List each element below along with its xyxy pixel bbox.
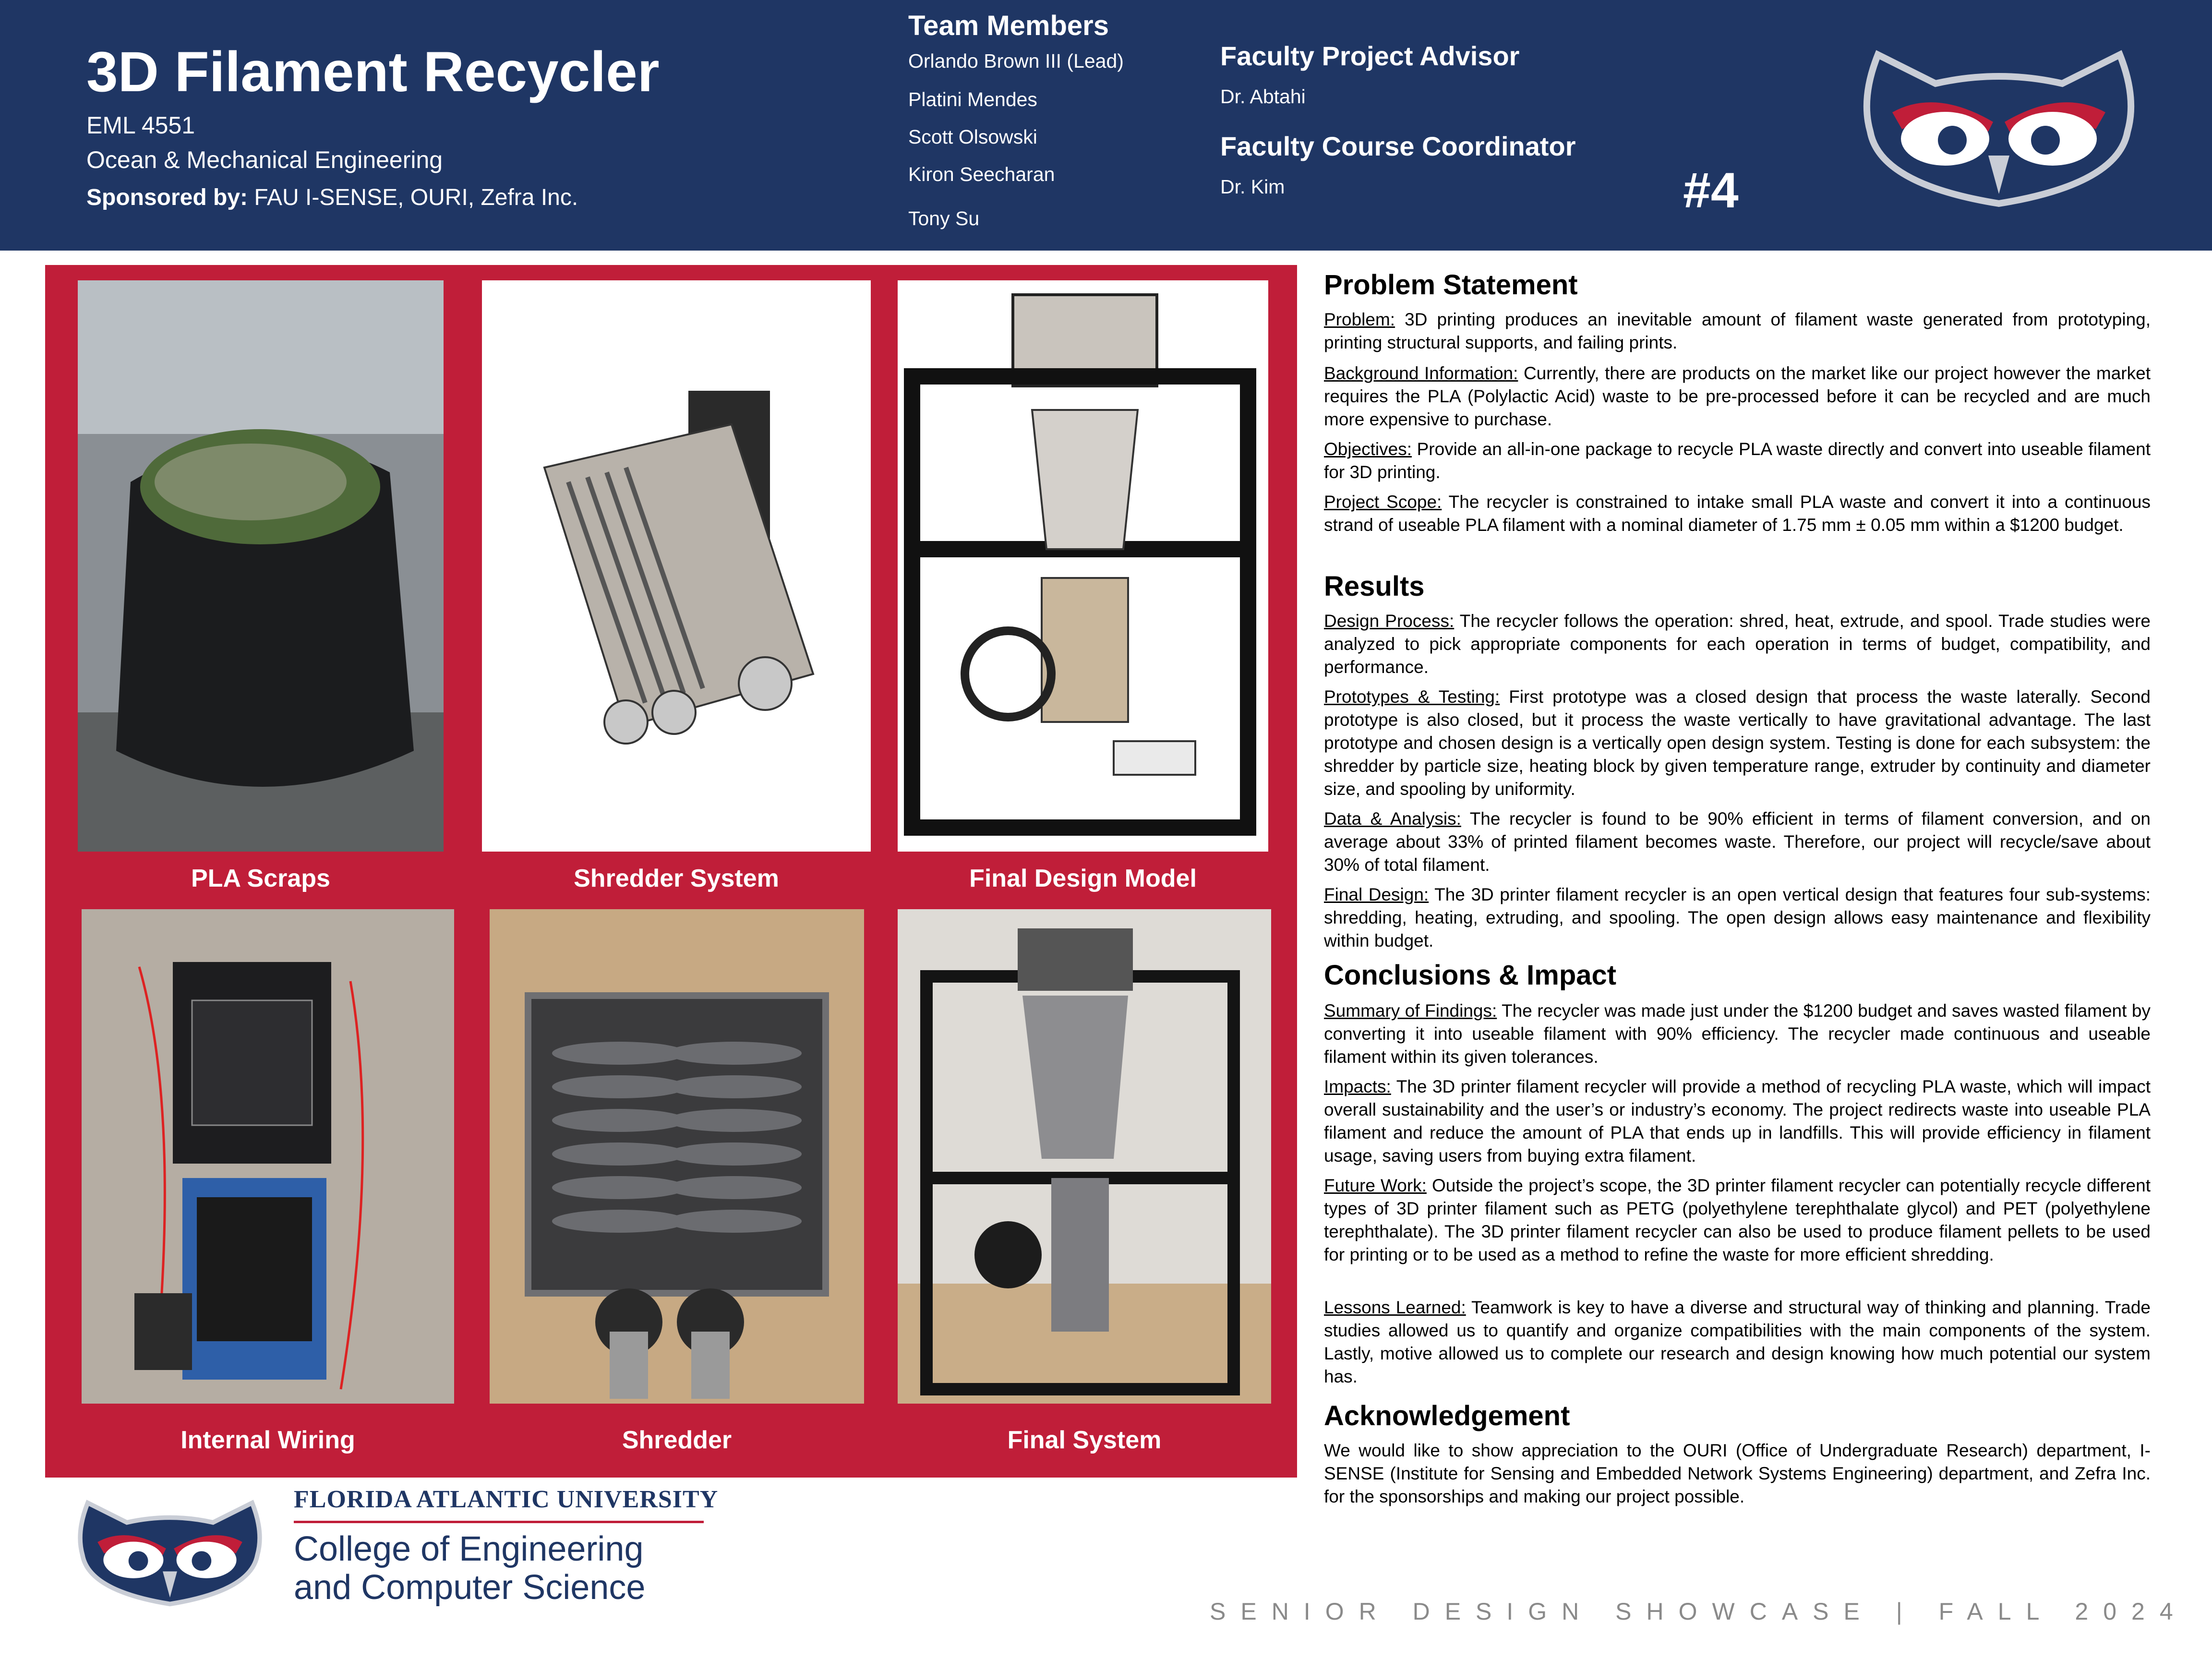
para-label: Summary of Findings: bbox=[1324, 1001, 1497, 1021]
photo-shredder-system bbox=[482, 280, 871, 852]
advisor-heading: Faculty Project Advisor bbox=[1220, 41, 1520, 71]
para-label: Lessons Learned: bbox=[1324, 1298, 1466, 1317]
team-member: Orlando Brown III (Lead) bbox=[908, 50, 1124, 72]
problem-heading: Problem Statement bbox=[1324, 269, 1578, 301]
caption-internal-wiring: Internal Wiring bbox=[180, 1426, 355, 1454]
course-code: EML 4551 bbox=[86, 112, 195, 139]
para-label: Problem: bbox=[1324, 310, 1395, 329]
caption-final-design-model: Final Design Model bbox=[969, 865, 1197, 892]
problem-paragraph bbox=[1324, 308, 2151, 354]
para-text: Outside the project’s scope, the 3D printer filament recycler can potentially recycle different types of 3D printer filament such as PETG (polyethylene terephthalate glycol) and PET (polyethylene terephthalate). The 3D printer filament recycler can also be used to produce filament pellets to be used for printing or to be used as a method to refine the waste for more efficient shredding. bbox=[1324, 1176, 2151, 1264]
coordinator-name: Dr. Kim bbox=[1220, 176, 1285, 198]
results-heading: Results bbox=[1324, 571, 1425, 602]
prototypes-paragraph bbox=[1324, 685, 2151, 801]
photo-final-design-model bbox=[898, 280, 1268, 852]
impacts-paragraph bbox=[1324, 1075, 2151, 1167]
scope-paragraph bbox=[1324, 491, 2151, 537]
team-member: Scott Olsowski bbox=[908, 126, 1037, 148]
para-label: Impacts: bbox=[1324, 1077, 1391, 1096]
college-name-line1: College of Engineering bbox=[294, 1530, 644, 1568]
para-label: Background Information: bbox=[1324, 363, 1518, 383]
para-label: Final Design: bbox=[1324, 885, 1429, 904]
team-member: Tony Su bbox=[908, 207, 980, 229]
team-heading: Team Members bbox=[908, 10, 1109, 41]
para-label: Prototypes & Testing: bbox=[1324, 687, 1500, 707]
university-name: FLORIDA ATLANTIC UNIVERSITY bbox=[294, 1486, 719, 1513]
para-text: The recycler is constrained to intake small PLA waste and convert it into a continuous strand of useable PLA filament with a nominal diameter of 1.75 mm ± 0.05 mm within a $1200 budget. bbox=[1324, 492, 2151, 535]
lessons-paragraph bbox=[1324, 1296, 2151, 1388]
department: Ocean & Mechanical Engineering bbox=[86, 146, 443, 173]
objectives-paragraph bbox=[1324, 438, 2151, 484]
college-name-line2: and Computer Science bbox=[294, 1568, 646, 1607]
acknowledgement-heading: Acknowledgement bbox=[1324, 1400, 1570, 1431]
poster-title: 3D Filament Recycler bbox=[86, 40, 660, 104]
owl-logo-icon bbox=[68, 1493, 272, 1608]
divider bbox=[294, 1521, 704, 1523]
showcase-footer: SENIOR DESIGN SHOWCASE | FALL 2024 bbox=[1210, 1598, 2188, 1625]
team-member: Platini Mendes bbox=[908, 88, 1037, 110]
para-label: Design Process: bbox=[1324, 611, 1455, 631]
para-label: Future Work: bbox=[1324, 1176, 1427, 1195]
owl-logo-icon bbox=[1849, 40, 2149, 209]
photo-pla-scraps bbox=[78, 280, 444, 852]
summary-paragraph bbox=[1324, 999, 2151, 1069]
coordinator-heading: Faculty Course Coordinator bbox=[1220, 131, 1576, 161]
photo-final-system bbox=[898, 909, 1271, 1404]
conclusions-heading: Conclusions & Impact bbox=[1324, 960, 1617, 991]
data-analysis-paragraph bbox=[1324, 807, 2151, 877]
para-text: Provide an all-in-one package to recycle PLA waste directly and convert into useable filament for 3D printing. bbox=[1324, 439, 2151, 482]
sponsor-label: Sponsored by: bbox=[86, 185, 248, 210]
para-text: Teamwork is key to have a diverse and structural way of thinking and planning. Trade studies allowed us to quantify and organize compatibilities with the main components of the system. Lastly, motive allowed us to complete our research and design knowing how much potential our system has. bbox=[1324, 1298, 2151, 1386]
para-text: The 3D printer filament recycler is an open vertical design that features four sub-systems: shredding, heating, extruding, and spooling. The open design allows easy maintenance and flexibility within budget. bbox=[1324, 885, 2151, 950]
team-member: Kiron Seecharan bbox=[908, 163, 1055, 185]
photo-internal-wiring bbox=[82, 909, 454, 1404]
para-text: 3D printing produces an inevitable amount of filament waste generated from prototyping, printing structural supports, and failing prints. bbox=[1324, 310, 2151, 352]
caption-final-system: Final System bbox=[1007, 1426, 1162, 1454]
sponsor-value: FAU I-SENSE, OURI, Zefra Inc. bbox=[248, 185, 578, 210]
future-work-paragraph bbox=[1324, 1174, 2151, 1266]
para-text: The 3D printer filament recycler will provide a method of recycling PLA waste, which will impact overall sustainability and the user’s or industry’s economy. The project redirects waste into useable PLA filament and reduce the amount of PLA that ends up in landfills. This will provide efficiency in filament usage, saving users from buying extra filament. bbox=[1324, 1077, 2151, 1166]
background-paragraph bbox=[1324, 362, 2151, 431]
photo-shredder bbox=[490, 909, 864, 1404]
final-design-paragraph bbox=[1324, 883, 2151, 952]
sponsor-line bbox=[86, 184, 578, 211]
para-label: Project Scope: bbox=[1324, 492, 1442, 512]
para-label: Data & Analysis: bbox=[1324, 809, 1461, 829]
para-text: First prototype was a closed design that process the waste laterally. Second prototype is also closed, but it process the waste vertically to have gravitational advantage. The last prototype and chosen design is a vertically open design system. Testing is done for each subsystem: the shredder by particle size, heating block by given temperature range, extruder by continuity and diameter size, and spooling by uniformity. bbox=[1324, 687, 2151, 799]
para-text: The recycler is found to be 90% efficient in terms of filament conversion, and on average about 33% of printed filament becomes waste. Therefore, our project will recycle/save about 30% of total filament. bbox=[1324, 809, 2151, 875]
para-text: Currently, there are products on the market like our project however the market requires the PLA (Polylactic Acid) waste to be pre-processed before it can be recycled and are much more expensive to purchase. bbox=[1324, 363, 2151, 429]
para-text: The recycler was made just under the $1200 budget and saves wasted filament by converting it into useable filament with 90% efficiency. The recycler made continuous and useable filament within its given tolerances. bbox=[1324, 1001, 2151, 1067]
caption-shredder: Shredder bbox=[622, 1426, 732, 1454]
acknowledgement-paragraph: We would like to show appreciation to the OURI (Office of Undergraduate Research) department, I-SENSE (Institute for Sensing and Embedded Network Systems Engineering) department, and Zefra Inc. for the sponsorships and making our project possible. bbox=[1324, 1441, 2151, 1506]
header-banner bbox=[0, 0, 2212, 251]
para-text: The recycler follows the operation: shred, heat, extrude, and spool. Trade studies were analyzed to pick appropriate components for each operation in terms of budget, compatibility, and performance. bbox=[1324, 611, 2151, 677]
para-label: Objectives: bbox=[1324, 439, 1412, 459]
caption-shredder-system: Shredder System bbox=[574, 865, 779, 892]
caption-pla-scraps: PLA Scraps bbox=[191, 865, 330, 892]
design-process-paragraph bbox=[1324, 610, 2151, 679]
project-number: #4 bbox=[1683, 163, 1739, 218]
advisor-name: Dr. Abtahi bbox=[1220, 85, 1306, 108]
